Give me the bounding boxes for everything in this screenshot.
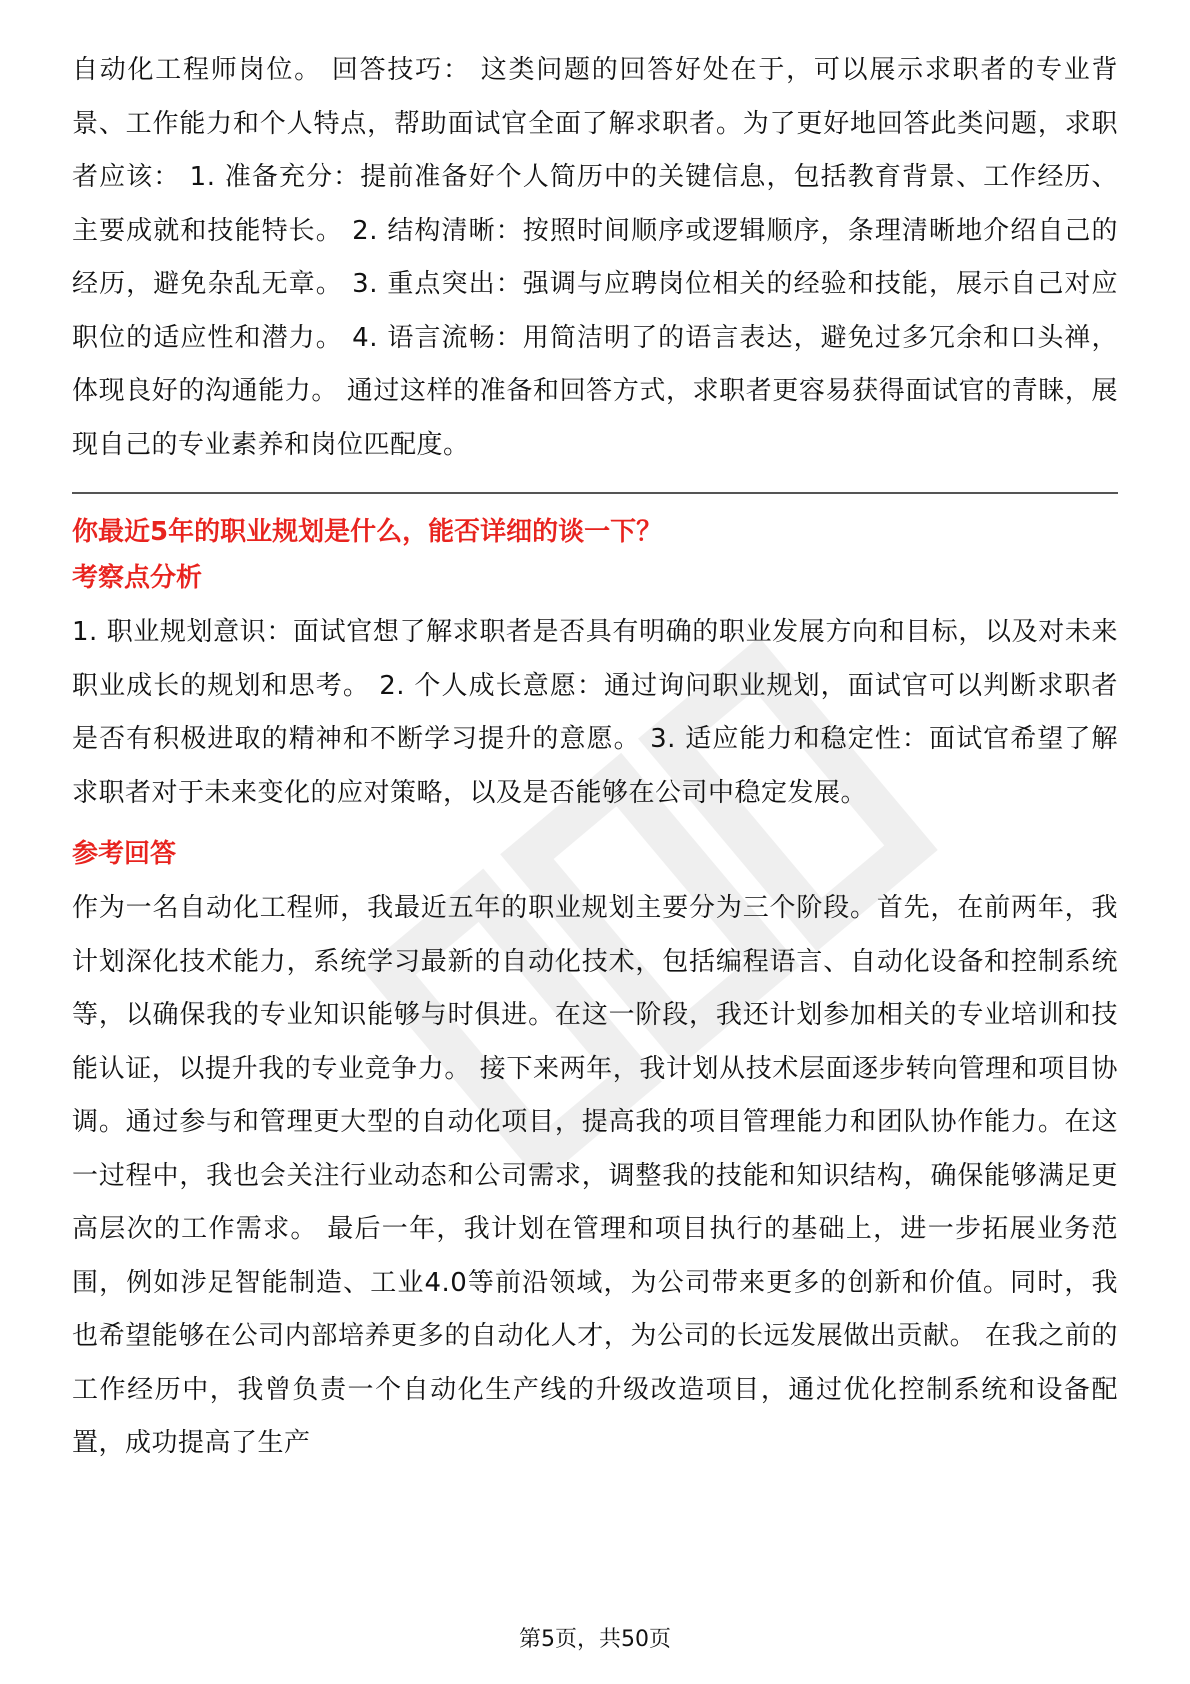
analysis-text: 1. 职业规划意识：面试官想了解求职者是否具有明确的职业发展方向和目标，以及对未来职业成长的规划和思考。 2. 个人成长意愿：通过询问职业规划，面试官可以判断求职者是否有积极进取的精神和不断学习提升的意愿。 3. 适应能力和稳定性：面试官希望了解求职者对于未来变化的应对策略，以及是否能够在公司中稳定发展。 [72, 617, 1118, 808]
question-heading: 你最近5年的职业规划是什么，能否详细的谈一下？ [72, 517, 663, 547]
spacer [72, 820, 1118, 834]
intro-paragraph: 自动化工程师岗位。 回答技巧： 这类问题的回答好处在于，可以展示求职者的专业背景、工作能力和个人特点，帮助面试官全面了解求职者。为了更好地回答此类问题，求职者应该： 1. 准备充分：提前准备好个人简历中的关键信息，包括教育背景、工作经历、主要成就和技能特长。 2. 结构清晰：按照时间顺序或逻辑顺序，条理清晰地介绍自己的经历，避免杂乱无章。 3. 重点突出：强调与应聘岗位相关的经验和技能，展示自己对应职位的适应性和潜力。 4. 语言流畅：用简洁明了的语言表达，避免过多冗余和口头禅，体现良好的沟通能力。 通过这样的准备和回答方式，求职者更容易获得面试官的青睐，展现自己的专业素养和岗位匹配度。 [72, 55, 1118, 460]
analysis-title: 考察点分析 [72, 563, 203, 593]
answer-title: 参考回答 [72, 839, 177, 869]
answer-text: 作为一名自动化工程师，我最近五年的职业规划主要分为三个阶段。首先，在前两年，我计划深化技术能力，系统学习最新的自动化技术，包括编程语言、自动化设备和控制系统等，以确保我的专业知识能够与时俱进。在这一阶段，我还计划参加相关的专业培训和技能认证，以提升我的专业竞争力。 接下来两年，我计划从技术层面逐步转向管理和项目协调。通过参与和管理更大型的自动化项目，提高我的项目管理能力和团队协作能力。在这一过程中，我也会关注行业动态和公司需求，调整我的技能和知识结构，确保能够满足更高层次的工作需求。 最后一年，我计划在管理和项目执行的基础上，进一步拓展业务范围，例如涉足智能制造、工业4.0等前沿领域，为公司带来更多的创新和价值。同时，我也希望能够在公司内部培养更多的自动化人才，为公司的长远发展做出贡献。 在我之前的工作经历中，我曾负责一个自动化生产线的升级改造项目，通过优化控制系统和设备配置，成功提高了生产 [72, 893, 1118, 1458]
document-page [72, 44, 1118, 1471]
section-divider [72, 492, 1118, 494]
page-footer: 第5页，共50页 [519, 1627, 671, 1652]
